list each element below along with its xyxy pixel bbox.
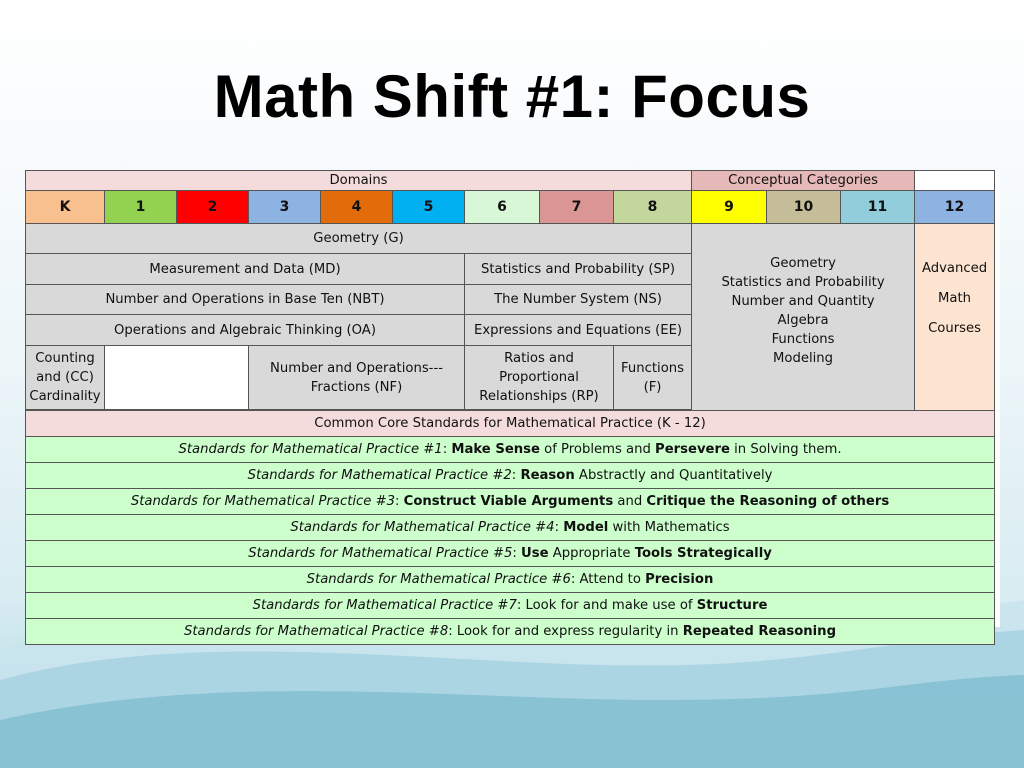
statistics-sp: Statistics and Probability (SP) xyxy=(465,254,692,285)
practice-prefix: Standards for Mathematical Practice #4 xyxy=(290,520,555,535)
practice-keyword: Critique the Reasoning of others xyxy=(646,494,890,509)
practice-7: Standards for Mathematical Practice #7: Look for and make use of Structure xyxy=(26,593,995,619)
grade-row xyxy=(26,191,995,224)
advanced-line: Math xyxy=(938,291,972,306)
grade-2: 2 xyxy=(177,191,249,224)
hs-category-line: Statistics and Probability xyxy=(721,275,885,290)
practice-3: Standards for Mathematical Practice #3: Construct Viable Arguments and Critique the Reasoning of others xyxy=(26,489,995,515)
counting-line: Cardinality xyxy=(29,389,101,404)
fractions-nf xyxy=(249,346,465,410)
ratios-line: Proportional xyxy=(499,370,579,385)
common-core-header: Common Core Standards for Mathematical Practice (K - 12) xyxy=(26,411,995,437)
hs-category-line: Functions xyxy=(771,332,835,347)
grade-4: 4 xyxy=(321,191,393,224)
practice-prefix: Standards for Mathematical Practice #1 xyxy=(178,442,443,457)
practice-keyword: Tools Strategically xyxy=(634,546,772,561)
measurement-md: Measurement and Data (MD) xyxy=(26,254,465,285)
practice-2: Standards for Mathematical Practice #2: Reason Abstractly and Quantitatively xyxy=(26,463,995,489)
practice-text: Attend to xyxy=(579,572,646,587)
oa: Operations and Algebraic Thinking (OA) xyxy=(26,315,465,346)
practice-text: Appropriate xyxy=(548,546,635,561)
ratios-rp xyxy=(465,346,614,410)
practice-keyword: Precision xyxy=(645,572,714,587)
hs-category-line: Modeling xyxy=(773,351,834,366)
practice-5: Standards for Mathematical Practice #5: Use Appropriate Tools Strategically xyxy=(26,541,995,567)
practice-prefix: Standards for Mathematical Practice #2 xyxy=(247,468,512,483)
standards-table xyxy=(25,170,1000,639)
practice-8: Standards for Mathematical Practice #8: Look for and express regularity in Repeated Reasoning xyxy=(26,619,995,645)
grade-6: 6 xyxy=(465,191,540,224)
practice-6: Standards for Mathematical Practice #6: Attend to Precision xyxy=(26,567,995,593)
advanced-line: Courses xyxy=(928,321,981,336)
ratios-line: Ratios and xyxy=(504,351,574,366)
functions-f xyxy=(614,346,692,410)
grade-k: K xyxy=(26,191,105,224)
practice-prefix: Standards for Mathematical Practice #7 xyxy=(252,598,517,613)
practice-text: of Problems and xyxy=(539,442,656,457)
grade-12: 12 xyxy=(915,191,995,224)
geometry-g: Geometry (G) xyxy=(26,224,692,254)
advanced-courses xyxy=(915,224,995,411)
practice-text: Look for and express regularity in xyxy=(456,624,683,639)
practice-keyword: Structure xyxy=(696,598,768,613)
practice-keyword: Reason xyxy=(520,468,575,483)
ratios-line: Relationships (RP) xyxy=(479,389,599,404)
blank-header-cell xyxy=(915,171,995,191)
practice-prefix: Standards for Mathematical Practice #5 xyxy=(248,546,513,561)
practice-list xyxy=(26,437,995,645)
grade-7: 7 xyxy=(540,191,614,224)
nbt: Number and Operations in Base Ten (NBT) xyxy=(26,285,465,315)
practice-keyword: Repeated Reasoning xyxy=(682,624,837,639)
practice-prefix: Standards for Mathematical Practice #3 xyxy=(130,494,396,509)
counting-line: Counting xyxy=(35,351,95,366)
functions-line: (F) xyxy=(643,379,662,395)
practice-prefix: Standards for Mathematical Practice #8 xyxy=(184,624,449,639)
practice-text: Abstractly and Quantitatively xyxy=(574,468,773,483)
blank-cell xyxy=(105,346,249,410)
fractions-line: Number and Operations--- xyxy=(270,360,443,376)
counting-cc xyxy=(26,346,105,410)
grade-1: 1 xyxy=(105,191,177,224)
domains-header: Domains xyxy=(26,171,692,191)
practice-4: Standards for Mathematical Practice #4: Model with Mathematics xyxy=(26,515,995,541)
practice-1: Standards for Mathematical Practice #1: Make Sense of Problems and Persevere in Solving them. xyxy=(26,437,995,463)
functions-line: Functions xyxy=(621,360,684,376)
slide-title: Math Shift #1: Focus xyxy=(213,63,811,130)
practice-text: Look for and make use of xyxy=(525,598,697,613)
counting-line: and (CC) xyxy=(36,370,94,385)
practice-keyword: Construct Viable Arguments xyxy=(403,494,614,509)
grade-3: 3 xyxy=(249,191,321,224)
number-system-ns: The Number System (NS) xyxy=(465,285,692,315)
grade-9: 9 xyxy=(692,191,767,224)
practice-keyword: Persevere xyxy=(655,442,730,457)
grade-5: 5 xyxy=(393,191,465,224)
advanced-line: Advanced xyxy=(921,261,988,276)
grade-8: 8 xyxy=(614,191,692,224)
grade-11: 11 xyxy=(841,191,915,224)
practice-keyword: Model xyxy=(563,520,609,535)
practice-keyword: Make Sense xyxy=(451,442,540,457)
practice-text: with Mathematics xyxy=(608,520,730,535)
practice-keyword: Use xyxy=(521,546,549,561)
grade-10: 10 xyxy=(767,191,841,224)
practice-text: in Solving them. xyxy=(729,442,842,457)
fractions-line: Fractions (NF) xyxy=(310,379,403,395)
hs-category-line: Geometry xyxy=(770,256,836,271)
practice-prefix: Standards for Mathematical Practice #6 xyxy=(306,572,571,587)
hs-category-line: Algebra xyxy=(777,313,829,328)
conceptual-header: Conceptual Categories xyxy=(692,171,915,191)
ee: Expressions and Equations (EE) xyxy=(465,315,692,346)
hs-category-line: Number and Quantity xyxy=(731,294,875,309)
practice-text: and xyxy=(613,494,647,509)
hs-categories xyxy=(692,224,915,411)
